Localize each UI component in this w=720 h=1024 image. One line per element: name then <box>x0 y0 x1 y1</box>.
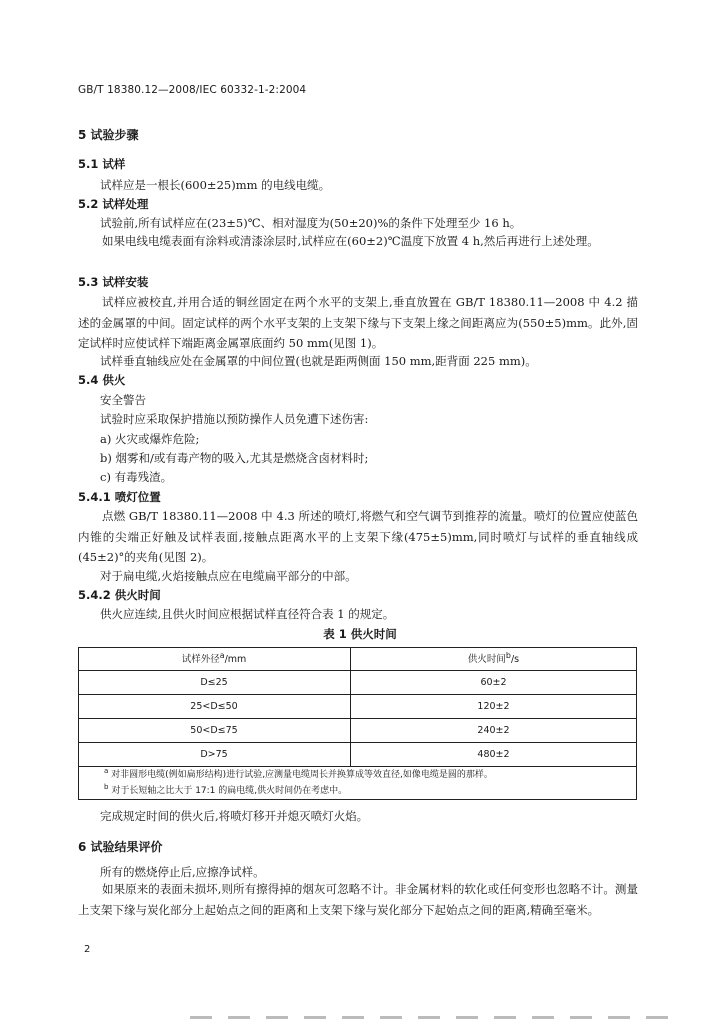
warning-item-a: a) 火灾或爆炸危险; <box>100 432 200 446</box>
time-cell: 120±2 <box>351 695 637 719</box>
time-cell: 60±2 <box>351 671 637 695</box>
time-cell: 480±2 <box>351 743 637 767</box>
table-note-b: $^b$ 对于长短轴之比大于 17:1 的扁电缆,供火时间仍在考虑中。 <box>104 783 348 796</box>
warning-intro: 试验时应采取保护措施以预防操作人员免遭下述伤害: <box>100 412 369 426</box>
diameter-cell: 25<D≤50 <box>78 695 351 719</box>
table-1-caption: 表 1 供火时间 <box>323 627 397 641</box>
time-cell: 240±2 <box>351 719 637 743</box>
section-5-2-paragraph-1: 试验前,所有试样应在(23±5)℃、相对湿度为(50±20)%的条件下处理至少 16 h。 <box>100 216 522 230</box>
safety-warning: 安全警告 <box>100 393 146 407</box>
section-5-1-heading: 5.1 试样 <box>78 157 126 171</box>
diameter-cell: D≤25 <box>78 671 351 695</box>
section-5-2-paragraph-2: 如果电线电缆表面有涂料或清漆涂层时,试样应在(60±2)℃温度下放置 4 h,然后再进行上述处理。 <box>102 234 599 248</box>
table-row <box>78 671 636 695</box>
col-header-diameter: 试样外径$^a$/mm <box>78 647 351 671</box>
table-row <box>78 743 636 767</box>
scan-artifact <box>190 1016 670 1019</box>
after-table-text: 完成规定时间的供火后,将喷灯移开并熄灭喷灯火焰。 <box>100 809 369 823</box>
section-5-3-paragraph-1: 试样应被校直,并用合适的铜丝固定在两个水平的支架上,垂直放置在 GB/T 18380.11—2008 中 4.2 描述的金属罩的中间。固定试样的两个水平支架的上支架下缘与下支架上缘之间距离应为(550±5)mm。此外,固定试样时应使试样下端距离金属罩底面约 50 mm(见图 1)。 <box>78 295 638 350</box>
section-6-paragraph-2: 如果原来的表面未损坏,则所有擦得掉的烟灰可忽略不计。非金属材料的软化或任何变形也忽略不计。测量上支架下缘与炭化部分上起始点之间的距离和上支架下缘与炭化部分下起始点之间的距离,精确至毫米。 <box>78 882 638 917</box>
col-header-time: 供火时间$^b$/s <box>351 647 637 671</box>
diameter-cell: 50<D≤75 <box>78 719 351 743</box>
burning-time-table <box>78 647 636 767</box>
section-6-heading: 6 试验结果评价 <box>78 840 163 854</box>
section-6-paragraph-1: 所有的燃烧停止后,应擦净试样。 <box>100 865 265 879</box>
section-5-4-2-paragraph-1: 供火应连续,且供火时间应根据试样直径符合表 1 的规定。 <box>100 607 395 621</box>
table-row <box>78 695 636 719</box>
standard-number-header: GB/T 18380.12—2008/IEC 60332-1-2:2004 <box>78 84 307 96</box>
page-number: 2 <box>84 944 91 955</box>
section-5-heading: 5 试验步骤 <box>78 128 139 142</box>
section-5-4-heading: 5.4 供火 <box>78 373 126 387</box>
section-5-2-heading: 5.2 试样处理 <box>78 197 149 211</box>
section-5-1-text: 试样应是一根长(600±25)mm 的电线电缆。 <box>100 178 331 192</box>
section-5-4-1-paragraph-2: 对于扁电缆,火焰接触点应在电缆扁平部分的中部。 <box>100 569 357 583</box>
section-5-4-1-paragraph-1: 点燃 GB/T 18380.11—2008 中 4.3 所述的喷灯,将燃气和空气调节到推荐的流量。喷灯的位置应使蓝色内锥的尖端正好触及试样表面,接触点距离水平的上支架下缘(475±5)mm,同时喷灯与试样的垂直轴线成(45±2)°的夹角(见图 2)。 <box>78 509 638 564</box>
table-header-row <box>78 647 636 671</box>
section-5-4-2-heading: 5.4.2 供火时间 <box>78 588 161 602</box>
section-5-3-paragraph-2: 试样垂直轴线应处在金属罩的中间位置(也就是距两侧面 150 mm,距背面 225 mm)。 <box>100 354 537 368</box>
table-row <box>78 719 636 743</box>
diameter-cell: D>75 <box>78 743 351 767</box>
warning-item-c: c) 有毒残渣。 <box>100 470 173 484</box>
section-5-4-1-heading: 5.4.1 喷灯位置 <box>78 490 161 504</box>
warning-item-b: b) 烟雾和/或有毒产物的吸入,尤其是燃烧含卤材料时; <box>100 451 369 465</box>
section-5-3-heading: 5.3 试样安装 <box>78 275 149 289</box>
table-note-a: $^a$ 对非圆形电缆(例如扁形结构)进行试验,应测量电缆周长并换算成等效直径,如像电缆是圆的那样。 <box>104 767 493 780</box>
